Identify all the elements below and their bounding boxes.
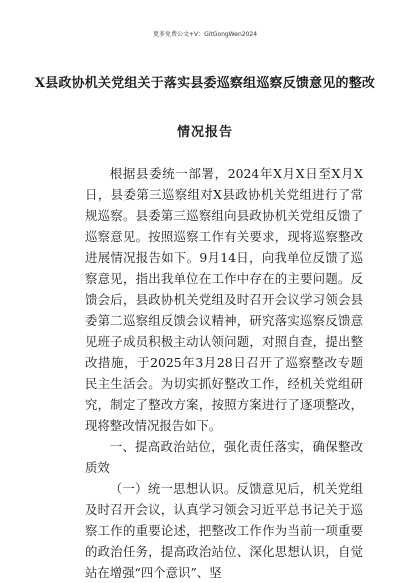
document-title-line-1: X县政协机关党组关于落实县委巡察组巡察反馈意见的整改 — [34, 76, 376, 91]
document-title-line-2: 情况报告 — [176, 125, 233, 140]
section-heading-1: 一、提高政治站位，强化责任落实，确保整改质效 — [85, 439, 363, 475]
document-body — [85, 163, 363, 583]
paragraph-intro: 根据县委统一部署，2024年X月X日至X月X日，县委第三巡察组对X县政协机关党组进行了常规巡察。县委第三巡察组向县政协机关党组反馈了巡察意见。按照巡察工作有关要求，现将巡察整改进展情况报告如下。9月14日，向我单位反馈了巡察意见，指出我单位在工作中存在的主要问题。反馈会后，县政协机关党组及时召开会议学习领会县委第二巡察组反馈会议精神，研究落实巡察反馈意见班子成员积极主动认领问题，对照自查，提出整改措施，于2025年3月28日召开了巡察整改专题民主生活会。为切实抓好整改工作，经机关党组研究，制定了整改方案，按照方案进行了逐项整改，现将整改情况报告如下。 — [85, 166, 363, 433]
paragraph-subsection-1: （一）统一思想认识。反馈意见后，机关党组及时召开会议，认真学习领会习近平总书记关于巡察工作的重要论述，把整改工作作为当前一项重要的政治任务，提高政治站位、深化思想认识，自觉站在增强“四个意识”、坚 — [85, 481, 363, 580]
header-note: 更多免费公文+V：GitGongWen2024 — [152, 31, 258, 38]
